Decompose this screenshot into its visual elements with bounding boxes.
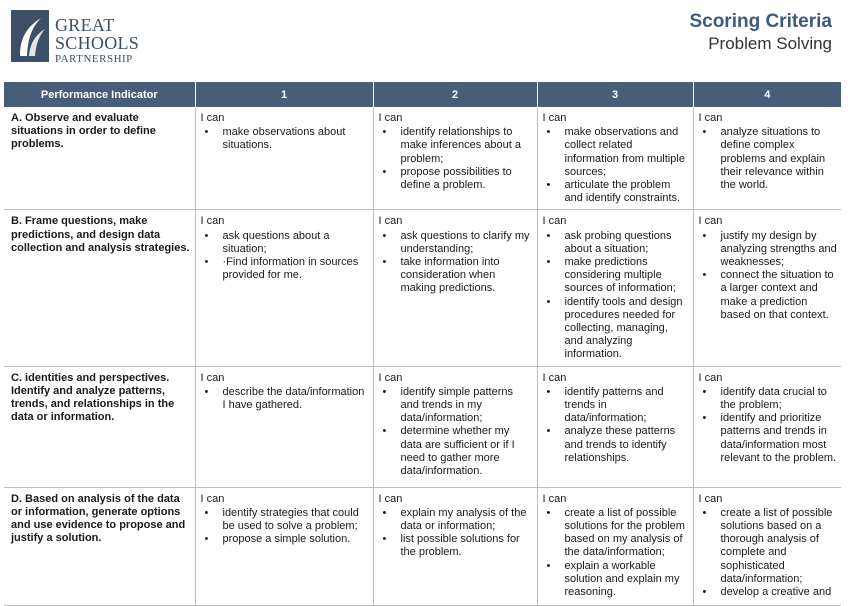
list-item: • create a list of possible solutions for the problem based on my analysis of the data/information; [565, 507, 689, 560]
list-item: • list possible solutions for the problem. [401, 533, 533, 559]
list-item: • propose a simple solution. [223, 533, 369, 546]
list-item: • explain my analysis of the data or information; [401, 507, 533, 533]
performance-indicator: C. identities and perspectives. Identify and analyze patterns, trends, and relationships in the data or information. [4, 366, 195, 487]
column-header-2: 2 [373, 82, 537, 107]
i-can-label: I can [542, 215, 567, 228]
list-item: • explain a workable solution and explain my reasoning. [565, 560, 689, 600]
page-header [689, 11, 832, 55]
performance-indicator: A. Observe and evaluate situations in order to define problems. [4, 107, 195, 210]
list-item: • ·Find information in sources provided for me. [223, 256, 369, 282]
list-item: • propose possibilities to define a problem. [401, 166, 533, 192]
list-item: • identify data crucial to the problem; [721, 386, 838, 412]
logo-word-great: GREAT [55, 15, 115, 35]
column-header-1: 1 [195, 82, 373, 107]
list-item: • take information into consideration when making predictions. [401, 256, 533, 296]
score-cell [537, 366, 693, 487]
great-schools-logo [11, 10, 151, 66]
column-header-3: 3 [537, 82, 693, 107]
score-cell [373, 107, 537, 210]
list-item: • make predictions considering multiple sources of information; [565, 256, 689, 296]
i-can-label: I can [542, 112, 567, 124]
i-can-label: I can [200, 492, 225, 505]
list-item: • ask questions to clarify my understanding; [401, 230, 533, 256]
i-can-label: I can [378, 112, 403, 124]
i-can-label: I can [200, 215, 225, 228]
page-title: Scoring Criteria [689, 11, 832, 32]
page-subtitle: Problem Solving [708, 34, 832, 53]
score-cell [693, 107, 841, 210]
i-can-label: I can [698, 112, 723, 124]
list-item: • identify tools and design procedures needed for collecting, managing, and analyzing information. [565, 296, 689, 362]
i-can-label: I can [542, 492, 567, 505]
list-item: • connect the situation to a larger context and make a prediction based on that context. [721, 269, 838, 322]
table-row [4, 487, 841, 605]
score-cell [195, 487, 373, 605]
list-item: • describe the data/information I have gathered. [223, 386, 369, 412]
table-row [4, 107, 841, 210]
list-item: • identify patterns and trends in data/information; [565, 386, 689, 426]
score-cell [195, 210, 373, 366]
list-item: • determine whether my data are sufficient or if I need to gather more data/information. [401, 425, 533, 478]
score-cell [537, 107, 693, 210]
list-item: • make observations about situations. [223, 126, 369, 152]
score-cell [195, 107, 373, 210]
score-cell [693, 487, 841, 605]
score-cell [195, 366, 373, 487]
score-cell [693, 366, 841, 487]
list-item: • justify my design by analyzing strengths and weaknesses; [721, 230, 838, 270]
list-item: • articulate the problem and identify constraints. [565, 179, 689, 205]
i-can-label: I can [698, 492, 723, 505]
list-item: • identify strategies that could be used to solve a problem; [223, 507, 369, 533]
rubric-header-row [4, 82, 841, 107]
column-header-indicator: Performance Indicator [4, 82, 195, 107]
table-row [4, 210, 841, 366]
list-item: • analyze these patterns and trends to identify relationships. [565, 425, 689, 465]
score-cell [373, 366, 537, 487]
i-can-label: I can [200, 112, 225, 124]
list-item: • develop a creative and [721, 586, 838, 599]
list-item: • identify relationships to make inferences about a problem; [401, 126, 533, 166]
list-item: • create a list of possible solutions based on a thorough analysis of complete and sophisticated data/information; [721, 507, 838, 586]
i-can-label: I can [200, 371, 225, 384]
i-can-label: I can [542, 371, 567, 384]
list-item: • identify simple patterns and trends in my data/information; [401, 386, 533, 426]
logo-word-schools: SCHOOLS [55, 33, 140, 53]
score-cell [373, 210, 537, 366]
column-header-4: 4 [693, 82, 841, 107]
score-cell [373, 487, 537, 605]
i-can-label: I can [378, 492, 403, 505]
logo-word-partnership: PARTNERSHIP [55, 53, 133, 65]
list-item: • ask questions about a situation; [223, 230, 369, 256]
rubric-table [4, 82, 841, 606]
score-cell [693, 210, 841, 366]
i-can-label: I can [378, 215, 403, 228]
i-can-label: I can [378, 371, 403, 384]
list-item: • identify and prioritize patterns and trends in data/information most relevant to the problem. [721, 412, 838, 465]
list-item: • make observations and collect related information from multiple sources; [565, 126, 689, 179]
list-item: • analyze situations to define complex problems and explain their relevance within the world. [721, 126, 838, 192]
performance-indicator: B. Frame questions, make predictions, and design data collection and analysis strategies. [4, 210, 195, 366]
score-cell [537, 210, 693, 366]
i-can-label: I can [698, 215, 723, 228]
logo-mark-icon [11, 10, 49, 62]
score-cell [537, 487, 693, 605]
i-can-label: I can [698, 371, 723, 384]
performance-indicator: D. Based on analysis of the data or information, generate options and use evidence to propose and justify a solution. [4, 487, 195, 605]
list-item: • ask probing questions about a situation; [565, 230, 689, 256]
table-row [4, 366, 841, 487]
